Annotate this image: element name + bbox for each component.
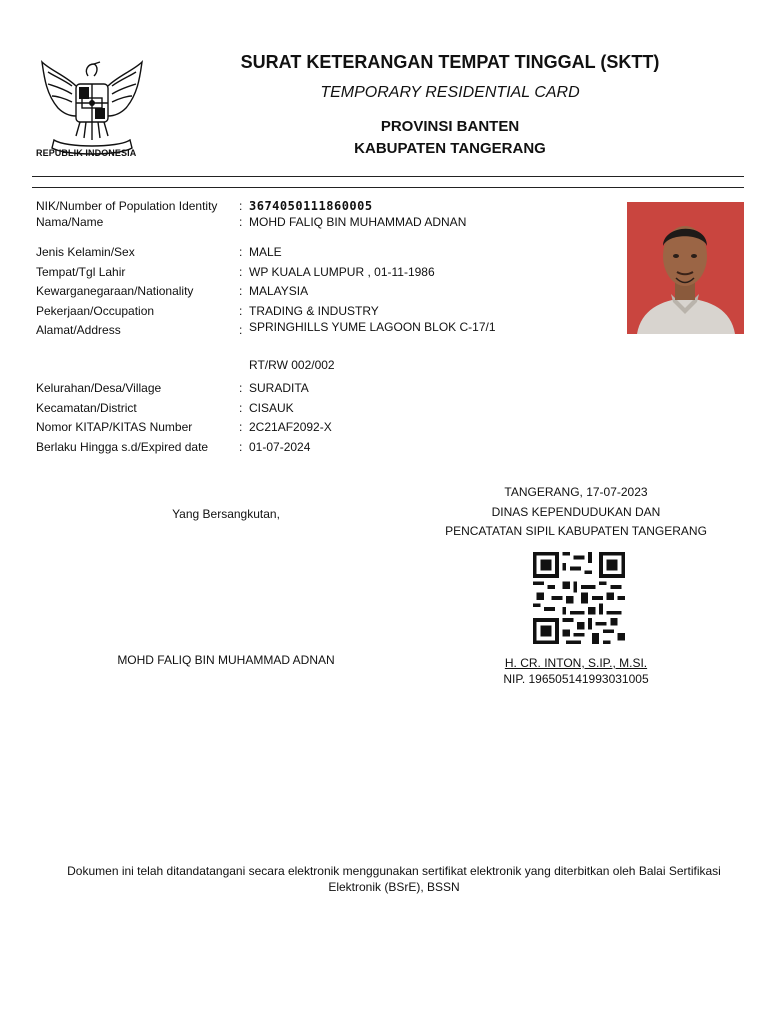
- field-value-district: CISAUK: [249, 401, 294, 415]
- field-value-nik: 3674050111860005: [249, 199, 373, 213]
- emblem-caption: REPUBLIK INDONESIA: [36, 148, 137, 158]
- document-title: SURAT KETERANGAN TEMPAT TINGGAL (SKTT): [240, 52, 660, 72]
- field-separator: :: [239, 440, 243, 454]
- field-label-village: Kelurahan/Desa/Village: [36, 381, 162, 395]
- field-value-kitas: 2C21AF2092-X: [249, 420, 332, 434]
- place-date: TANGERANG, 17-07-2023: [504, 485, 648, 499]
- field-label-address: Alamat/Address: [36, 323, 121, 337]
- field-label-name: Nama/Name: [36, 215, 104, 229]
- field-value-rt-rw: RT/RW 002/002: [249, 358, 335, 372]
- field-separator: :: [239, 245, 243, 259]
- office-line-2: PENCATATAN SIPIL KABUPATEN TANGERANG: [445, 524, 707, 538]
- qr-code-icon: [530, 552, 628, 644]
- field-separator: :: [239, 215, 243, 229]
- garuda-emblem-icon: [36, 52, 148, 160]
- regency-name: KABUPATEN TANGERANG: [354, 140, 546, 157]
- official-name: H. CR. INTON, S.IP., M.SI.: [504, 656, 648, 670]
- field-label-occupation: Pekerjaan/Occupation: [36, 304, 155, 318]
- field-value-sex: MALE: [249, 245, 282, 259]
- field-value-occupation: TRADING & INDUSTRY: [249, 304, 379, 318]
- field-separator: :: [239, 284, 243, 298]
- electronic-signature-notice: [38, 863, 750, 895]
- header-divider-top: [32, 176, 744, 177]
- header-divider-bottom: [32, 187, 744, 188]
- field-value-name: MOHD FALIQ BIN MUHAMMAD ADNAN: [249, 215, 467, 229]
- field-value-village: SURADITA: [249, 381, 309, 395]
- field-label-district: Kecamatan/District: [36, 401, 137, 415]
- holder-label: Yang Bersangkutan,: [172, 507, 280, 521]
- field-value-birth: WP KUALA LUMPUR , 01-11-1986: [249, 265, 435, 279]
- field-separator: :: [239, 199, 243, 213]
- field-value-expiry: 01-07-2024: [249, 440, 311, 454]
- province-name: PROVINSI BANTEN: [380, 118, 520, 135]
- field-label-expiry: Berlaku Hingga s.d/Expired date: [36, 440, 209, 454]
- footer-line-1: Dokumen ini telah ditandatangani secara elektronik menggunakan sertifikat elektronik yang diterbitkan oleh Balai Sertifikasi: [67, 864, 721, 878]
- field-label-sex: Jenis Kelamin/Sex: [36, 245, 135, 259]
- field-separator: :: [239, 381, 243, 395]
- field-label-kitas: Nomor KITAP/KITAS Number: [36, 420, 193, 434]
- holder-name-signature: MOHD FALIQ BIN MUHAMMAD ADNAN: [117, 653, 335, 667]
- official-nip: NIP. 196505141993031005: [503, 672, 649, 686]
- field-value-address: SPRINGHILLS YUME LAGOON BLOK C-17/1: [249, 320, 496, 334]
- field-label-nationality: Kewarganegaraan/Nationality: [36, 284, 194, 298]
- person-photo-icon: [627, 202, 744, 334]
- field-separator: :: [239, 265, 243, 279]
- office-line-1: DINAS KEPENDUDUKAN DAN: [491, 505, 661, 519]
- footer-line-2: Elektronik (BSrE), BSSN: [328, 880, 460, 894]
- field-separator: :: [239, 401, 243, 415]
- field-value-nationality: MALAYSIA: [249, 284, 309, 298]
- field-label-nik: NIK/Number of Population Identity: [36, 199, 218, 213]
- field-separator: :: [239, 304, 243, 318]
- field-label-birth: Tempat/Tgl Lahir: [36, 265, 126, 279]
- field-separator: :: [239, 420, 243, 434]
- field-separator: :: [239, 323, 243, 337]
- document-subtitle: TEMPORARY RESIDENTIAL CARD: [320, 84, 580, 101]
- holder-photo: [627, 202, 744, 334]
